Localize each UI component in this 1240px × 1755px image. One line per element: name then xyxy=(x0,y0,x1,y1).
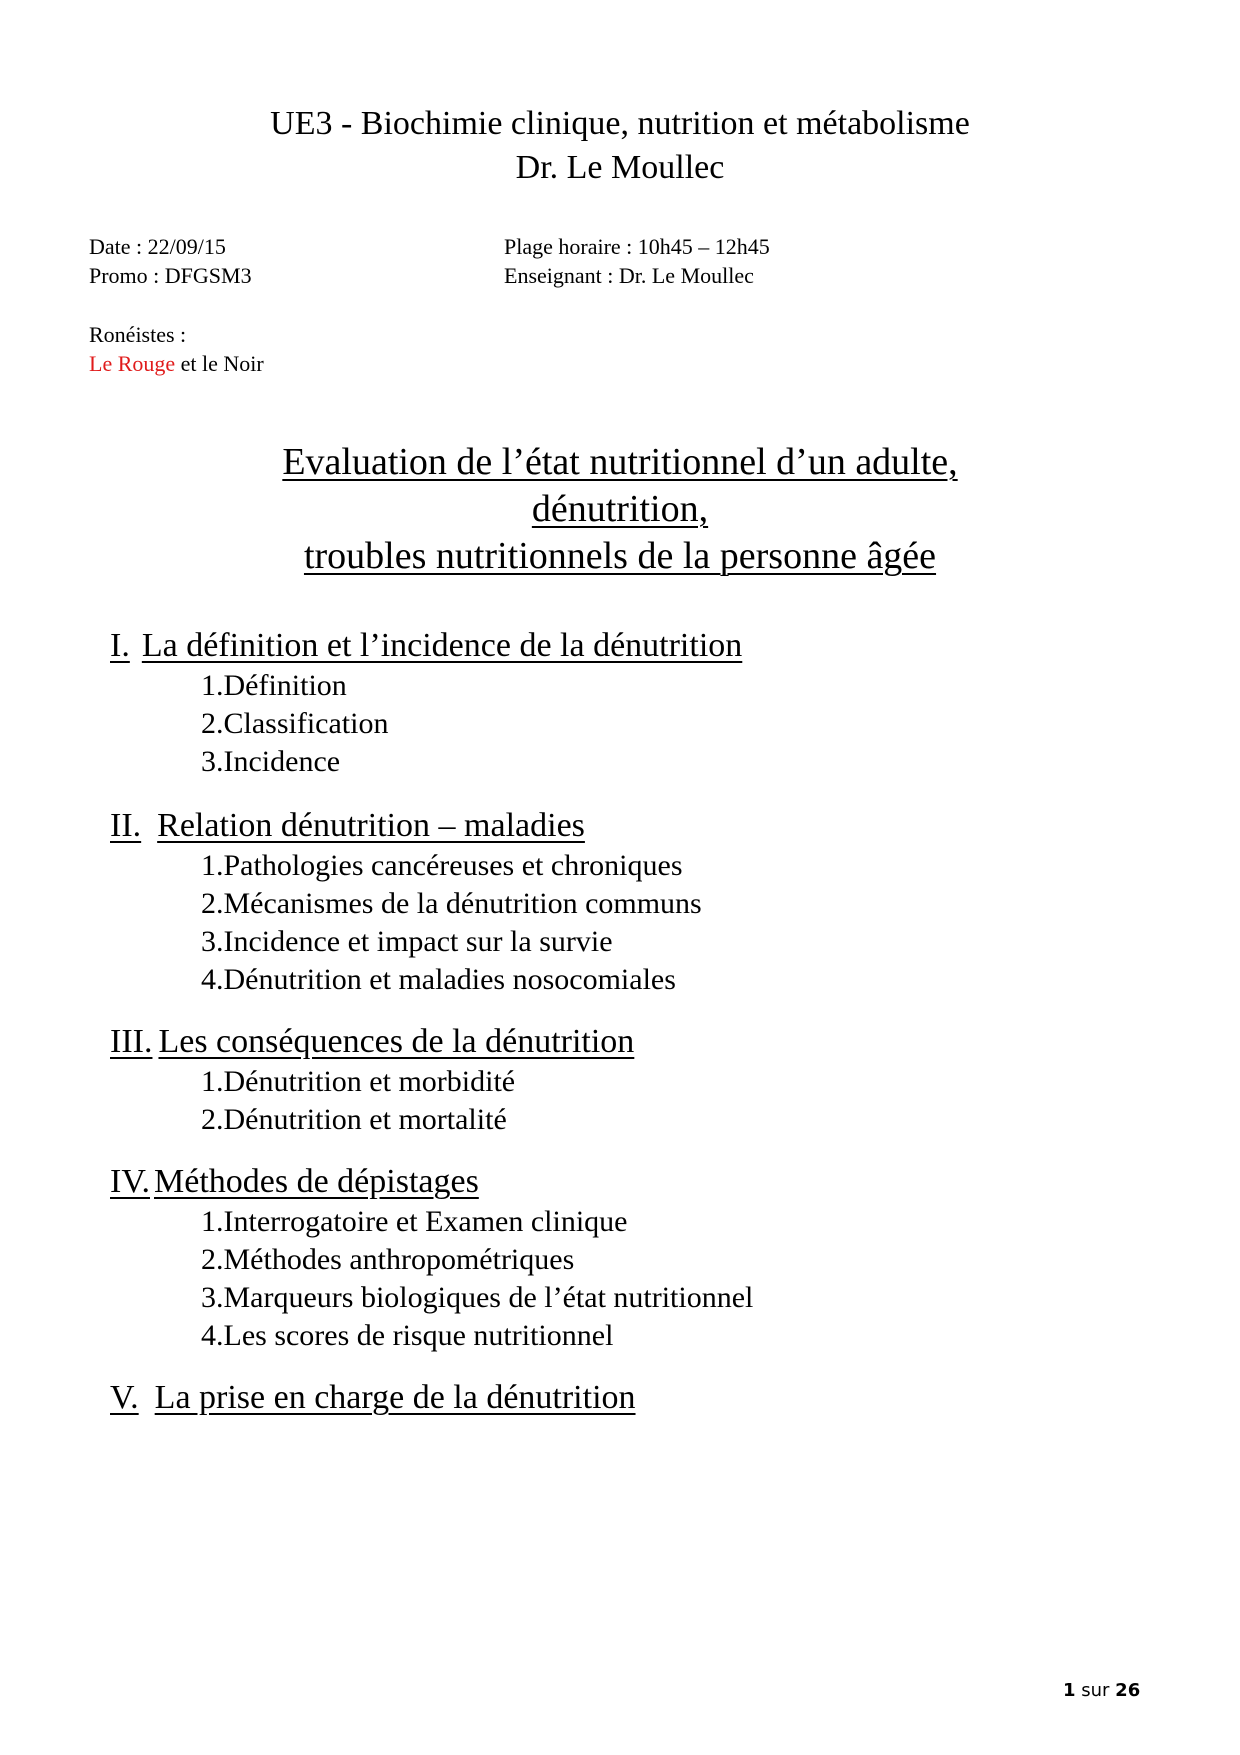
section-2-number: II. xyxy=(110,807,142,844)
page-total: 26 xyxy=(1115,1680,1141,1701)
doc-title-line-1-text: Evaluation de l’état nutritionnel d’un adulte, xyxy=(282,441,958,483)
page-current: 1 xyxy=(1063,1680,1076,1701)
promo-field: Promo : DFGSM3 xyxy=(89,263,252,288)
date-field: Date : 22/09/15 xyxy=(89,234,226,259)
section-3-heading xyxy=(110,1022,634,1062)
section-1-item-3: 3.Incidence xyxy=(201,745,341,778)
section-5-number: V. xyxy=(110,1379,139,1416)
section-5-title: La prise en charge de la dénutrition xyxy=(154,1379,636,1416)
course-title: UE3 - Biochimie clinique, nutrition et métabolisme xyxy=(270,105,970,142)
section-2-title: Relation dénutrition – maladies xyxy=(157,807,585,844)
section-3-title: Les conséquences de la dénutrition xyxy=(158,1023,635,1060)
section-3-item-2: 2.Dénutrition et mortalité xyxy=(201,1103,507,1136)
doc-title-line-3 xyxy=(0,532,1240,580)
page-separator: sur xyxy=(1075,1680,1116,1701)
section-4-number: IV. xyxy=(110,1163,150,1200)
page-number xyxy=(1063,1680,1140,1702)
section-4-item-3: 3.Marqueurs biologiques de l’état nutritionnel xyxy=(201,1281,754,1314)
section-4-item-2: 2.Méthodes anthropométriques xyxy=(201,1243,575,1276)
roneistes-names xyxy=(89,350,264,378)
section-2-item-1: 1.Pathologies cancéreuses et chroniques xyxy=(201,849,683,882)
doc-title-line-3-text: troubles nutritionnels de la personne âgée xyxy=(303,535,937,577)
section-1-item-1: 1.Définition xyxy=(201,669,347,702)
roneistes-red-name: Le Rouge xyxy=(89,351,176,376)
time-slot-field: Plage horaire : 10h45 – 12h45 xyxy=(504,234,770,259)
section-4-item-4: 4.Les scores de risque nutritionnel xyxy=(201,1319,614,1352)
doc-title-line-2-text: dénutrition, xyxy=(531,488,709,530)
section-4-item-1: 1.Interrogatoire et Examen clinique xyxy=(201,1205,628,1238)
section-1-item-2: 2.Classification xyxy=(201,707,389,740)
section-3-item-1: 1.Dénutrition et morbidité xyxy=(201,1065,516,1098)
instructor-field: Enseignant : Dr. Le Moullec xyxy=(504,263,754,288)
section-5-heading xyxy=(110,1378,636,1418)
roneistes-rest: et le Noir xyxy=(175,351,264,376)
doc-title-line-1 xyxy=(0,438,1240,486)
teacher-title: Dr. Le Moullec xyxy=(515,149,725,186)
section-2-item-2: 2.Mécanismes de la dénutrition communs xyxy=(201,887,702,920)
doc-title-line-2 xyxy=(0,485,1240,533)
section-4-heading xyxy=(110,1162,479,1202)
section-1-number: I. xyxy=(110,627,130,664)
section-1-title: La définition et l’incidence de la dénutrition xyxy=(141,627,743,664)
section-3-number: III. xyxy=(110,1023,153,1060)
section-2-item-4: 4.Dénutrition et maladies nosocomiales xyxy=(201,963,676,996)
section-1-heading xyxy=(110,626,742,666)
roneistes-label: Ronéistes : xyxy=(89,322,187,347)
section-2-item-3: 3.Incidence et impact sur la survie xyxy=(201,925,613,958)
section-4-title: Méthodes de dépistages xyxy=(154,1163,479,1200)
section-2-heading xyxy=(110,806,585,846)
